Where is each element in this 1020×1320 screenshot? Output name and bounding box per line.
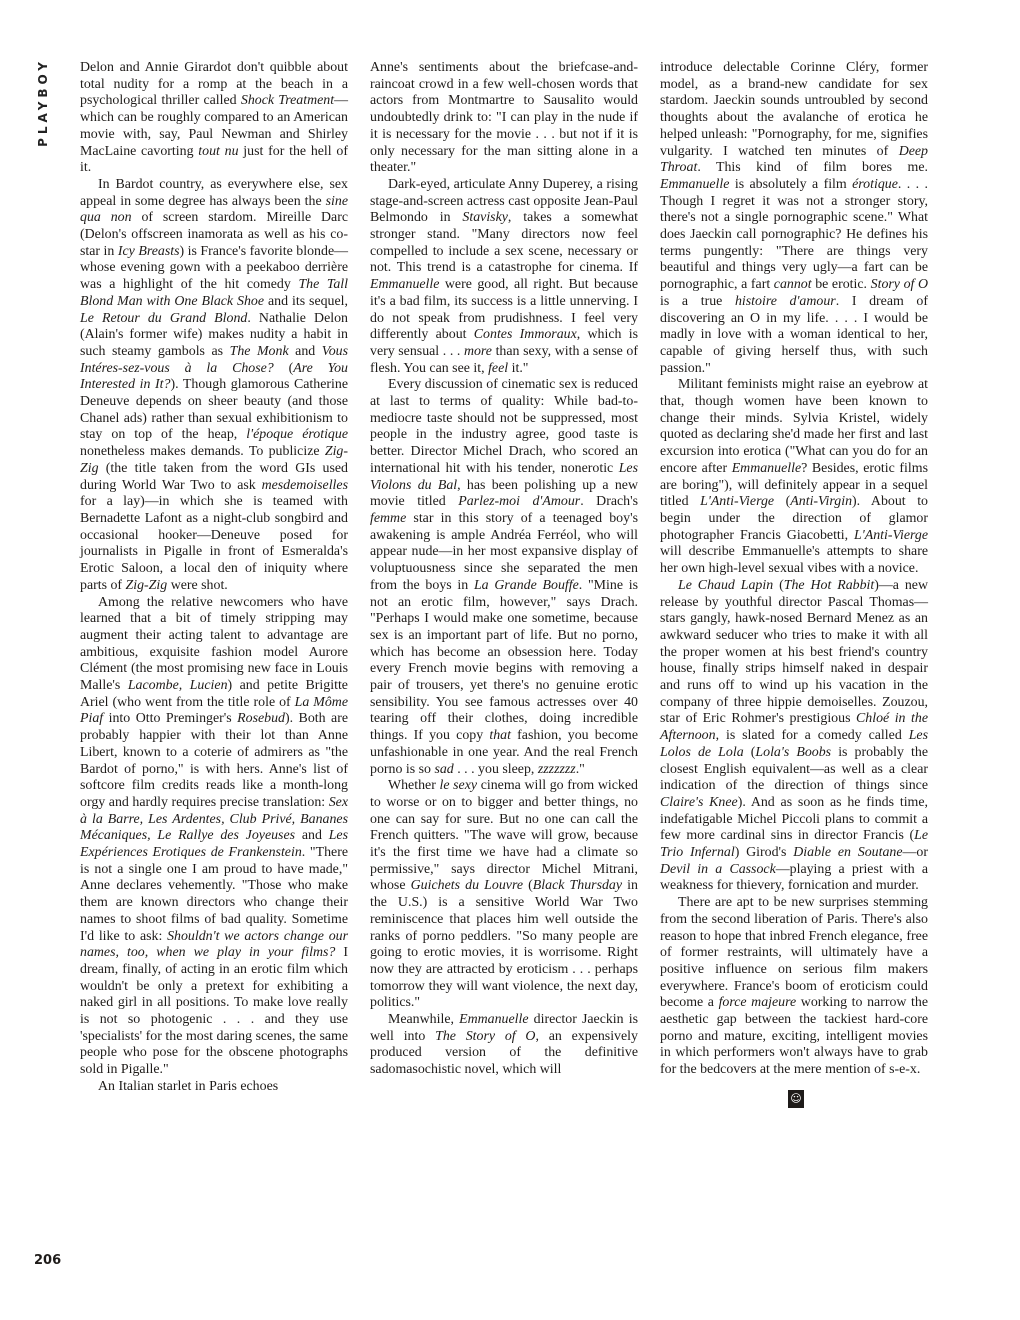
rabbit-logo-icon: ☺ bbox=[788, 1090, 804, 1108]
magazine-masthead: PLAYBOY bbox=[36, 58, 50, 147]
paragraph: Dark-eyed, articulate Anny Duperey, a rising stage-and-screen actress cast opposite Jean-Paul Belmondo in Stavisky, takes a somewhat stronger stand. "Many directors now feel compelled to include a sex scene, necessary or not. This trend is a catastrophe for cinema. If Emmanuelle were good, all right. But because it's a bad film, its success is a little unnerving. I do not speak from prudishness. I feel very differently about Contes Immoraux, which is very sensual . . . more than sexy, with a sense of flesh. You can see it, feel it." bbox=[370, 176, 639, 376]
article-column-3 bbox=[660, 60, 928, 1108]
paragraph: Whether le sexy cinema will go from wicked to worse or on to bigger and better things, no one can say for sure. But no one can call the French quitters. "The wave will grow, because it's the first time we have had a climate so permissive," says director Michel Mitrani, whose Guichets du Louvre (Black Thursday in the U.S.) is a sensitive World War Two reminiscence that places him well outside the ranks of porno peddlers. "So many people are going to erotic movies, it is worrisome. Right now they are attracted by eroticism . . . perhaps tomorrow they will want violence, the next day, politics." bbox=[370, 778, 638, 1011]
paragraph: introduce delectable Corinne Cléry, former model, as a brand-new candidate for sex stardom. Jaeckin sounds untroubled by second thoughts about the avalanche of erotica he helped unleash: "Pornography, for me, signifies vulgarity. I watched ten minutes of Deep Throat. This kind of film bores me. Emmanuelle is absolutely a film érotique. . . . Though I regret it was not a stronger story, there's not a single pornographic scene." What does Jaeckin call pornographic? He defines his terms pungently: "There are things very beautiful and things very ugly—a fart can be pornographic, a fart cannot be erotic. Story of O is a true histoire d'amour. I dream of discovering an O in my life. . . . I would be madly in love with a woman identical to her, capable of giving herself thus, with such passion." bbox=[660, 60, 929, 376]
article-column-1 bbox=[80, 60, 348, 1096]
paragraph: There are apt to be new surprises stemming from the second liberation of Paris. There's also reason to hope that inbred French elegance, free of former restraints, will ultimately have a positive influence on serious film makers everywhere. France's boom of eroticism could become a force majeure working to narrow the aesthetic gap between the tackiest hard-core porno and mature, exciting, intelligent movies in which performers won't always have to grab for the bedcovers at the mere mention of s-e-x. bbox=[660, 895, 928, 1078]
end-mark bbox=[660, 1087, 928, 1108]
paragraph: Le Chaud Lapin (The Hot Rabbit)—a new release by youthful director Pascal Thomas—stars gangly, hawk-nosed Bernard Menez as an awkward seducer who tries to make it with all the proper women at his best friend's country house, finally strips himself naked in despair and runs off to wind up his vacation in the company of three hippie demoiselles. Zouzou, star of Eric Rohmer's prestigious Chloé in the Afternoon, is slated for a comedy called Les Lolos de Lola (Lola's Boobs is probably the closest English equivalent—as well as a clear indication of the direction of things since Claire's Knee). And as soon as he finds time, indefatigable Michel Piccoli plans to commit a few more cardinal sins in director Francis (Le Trio Infernal) Girod's Diable en Soutane—or Devil in a Cassock—playing a priest with a weakness for thievery, fornication and murder. bbox=[660, 577, 929, 894]
paragraph: In Bardot country, as everywhere else, sex appeal in some degree has always been the sine qua non of screen stardom. Mireille Darc (Delon's offscreen inamorata as well as his co-star in Icy Breasts) is France's favorite blonde—whose evening gown with a peekaboo derrière was a highlight of the hit comedy The Tall Blond Man with One Black Shoe and its sequel, Le Retour du Grand Blond. Nathalie Delon (Alain's former wife) makes nudity a habit in such steamy gambols as The Monk and Vous Intéres-sez-vous à la Chose? (Are You Interested in It?). Though glamorous Catherine Deneuve depends on sheer beauty (and those Chanel ads) rather than sexual exhibitionism to stay on top of the heap, l'époque érotique nonetheless makes demands. To publicize Zig-Zig (the title taken from the word GIs used during World War Two to ask mesdemoiselles for a lay)—in which she is teamed with Bernadette Lafont as a night-club songbird and occasional hooker—Deneuve posed for journalists in Pigalle in front of Esmeralda's Erotic Saloon, a local den of iniquity where parts of Zig-Zig were shot. bbox=[80, 176, 349, 593]
paragraph: Delon and Annie Girardot don't quibble about total nudity for a romp at the beach in a psychological thriller called Shock Treatment—which can be roughly compared to an American movie with, say, Paul Newman and Shirley MacLaine cavorting tout nu just for the hell of it. bbox=[80, 60, 349, 176]
paragraph: Meanwhile, Emmanuelle director Jaeckin is well into The Story of O, an expensively produced version of the definitive sadomasochistic novel, which will bbox=[370, 1012, 639, 1078]
paragraph: Among the relative newcomers who have learned that a bit of timely stripping may augment their acting talent to advantage are ambitious, exquisite fashion model Aurore Clément (the most promising new face in Louis Malle's Lacombe, Lucien) and petite Brigitte Ariel (who went from the title role of La Môme Piaf into Otto Preminger's Rosebud). Both are probably happier with their lot than Anne Libert, known to a coterie of admirers as "the Bardot of porno," is with hers. Anne's list of softcore film credits reads like a month-long orgy and hardly requires precise translation: Sex à la Barre, Les Ardentes, Club Privé, Bananes Mécaniques, Le Rallye des Joyeuses and Les Expériences Erotiques de Frankenstein. "There is not a single one I am proud to have made," Anne declares vehemently. "Those who make them are known directors who change their names to shoot films of bad quality. Sometime I'd like to ask: Shouldn't we actors change our names, too, when we play in your films? I dream, finally, of acting in an erotic film which wouldn't be only a pretext for exhibiting a naked girl in all positions. To make love really is not so photogenic . . . and they use 'specialists' for the most daring scenes, the same people who pose for the obscene photographs sold in Pigalle." bbox=[80, 594, 349, 1078]
paragraph: Militant feminists might raise an eyebrow at that, though women have been known to change their minds. Sylvia Kristel, widely quoted as declaring she'd made her first and last excursion into erotica ("What can you do for an encore after Emmanuelle? Besides, erotic films are boring"), will definitely appear in a sequel titled L'Anti-Vierge (Anti-Virgin). About to begin under the direction of glamor photographer Francis Giacobetti, L'Anti-Vierge will describe Emmanuelle's attempts to share her own high-level sexual vibes with a novice. bbox=[660, 377, 929, 577]
paragraph: Anne's sentiments about the briefcase-and-raincoat crowd in a few well-chosen words that actors from Montmartre to Sausalito would undoubtedly drink to: "I can play in the nude if it is necessary for the movie . . . but not if it is only necessary for the man sitting alone in a theater." bbox=[370, 60, 638, 176]
page-number: 206 bbox=[34, 1253, 62, 1268]
article-column-2 bbox=[370, 60, 638, 1079]
paragraph: Every discussion of cinematic sex is reduced at last to terms of quality: While bad-to-mediocre taste should not be suppressed, most people in the industry agree, good taste is better. Director Michel Drach, who scored an international hit with his tender, nonerotic Les Violons du Bal, has been polishing up a new movie titled Parlez-moi d'Amour. Drach's femme star in this story of a teenaged boy's awakening is ample Andréa Ferréol, who will appear nude—in her most expansive display of voluptuousness since she separated the men from the boys in La Grande Bouffe. "Mine is not an erotic film, however," says Drach. "Perhaps I would make one sometime, because sex is an important part of life. But no porno, which has become an obsession here. Today every French movie begins with removing a pair of trousers, yet there's no genuine erotic sensibility. You see famous actresses over 40 tearing off their clothes, doing incredible things. If you copy that fashion, you become unfashionable in one year. And the real French porno is so sad . . . you sleep, zzzzzzz." bbox=[370, 377, 639, 777]
paragraph: An Italian starlet in Paris echoes bbox=[98, 1078, 279, 1094]
